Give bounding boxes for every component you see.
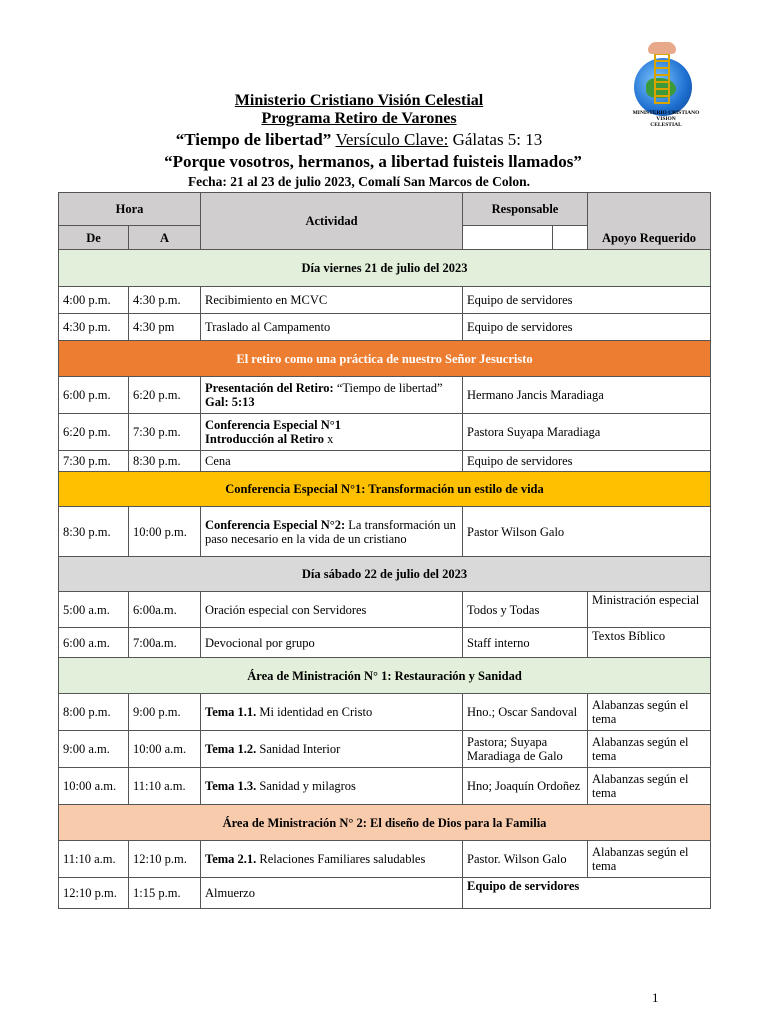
cell-de: 8:00 p.m. [59,694,129,731]
cell-a: 6:20 p.m. [129,377,201,414]
cell-a: 12:10 p.m. [129,841,201,878]
cell-de: 12:10 p.m. [59,878,129,909]
cell-responsable: Pastor Wilson Galo [463,507,711,557]
cell-de: 6:20 p.m. [59,414,129,451]
col-hora: Hora [59,193,201,226]
cell-responsable: Pastora; Suyapa Maradiaga de Galo [463,731,588,768]
hands-icon [648,42,676,54]
verse-line: “Porque vosotros, hermanos, a libertad fuisteis llamados” [164,152,582,171]
cell-apoyo: Alabanzas según el tema [588,694,711,731]
col-responsable: Responsable [463,193,588,226]
cell-responsable: Equipo de servidores [463,314,711,341]
cell-de: 4:30 p.m. [59,314,129,341]
cell-actividad: Tema 1.2. Sanidad Interior [201,731,463,768]
logo-text: MINISTERIO CRISTIANO VISION CELESTIAL [632,110,700,128]
cell-a: 10:00 a.m. [129,731,201,768]
cell-de: 6:00 a.m. [59,628,129,658]
cell-responsable: Hermano Jancis Maradiaga [463,377,711,414]
section-retiro: El retiro como una práctica de nuestro Señor Jesucristo [59,341,711,377]
cell-apoyo: Alabanzas según el tema [588,841,711,878]
section-area1: Área de Ministración N° 1: Restauración y Sanidad [59,658,711,694]
cell-a: 8:30 p.m. [129,451,201,472]
cell-de: 6:00 p.m. [59,377,129,414]
cell-a: 4:30 p.m. [129,287,201,314]
cell-apoyo: Textos Bíblico [588,628,711,658]
cell-responsable: Equipo de servidores [463,878,711,909]
resp-sub1 [463,226,553,250]
cell-responsable: Equipo de servidores [463,451,711,472]
cell-actividad: Tema 1.1. Mi identidad en Cristo [201,694,463,731]
program-title: Programa Retiro de Varones [261,110,457,127]
section-sabado: Día sábado 22 de julio del 2023 [59,557,711,592]
cell-responsable: Equipo de servidores [463,287,711,314]
cell-actividad: Tema 1.3. Sanidad y milagros [201,768,463,805]
cell-de: 7:30 p.m. [59,451,129,472]
cell-actividad: Tema 2.1. Relaciones Familiares saludables [201,841,463,878]
cell-de: 4:00 p.m. [59,287,129,314]
cell-apoyo: Alabanzas según el tema [588,768,711,805]
cell-a: 11:10 a.m. [129,768,201,805]
cell-actividad: Conferencia Especial N°1 Introducción al Retiro x [201,414,463,451]
cell-de: 10:00 a.m. [59,768,129,805]
theme-line: “Tiempo de libertad” Versículo Clave: Gálatas 5: 13 [175,130,543,149]
page-number: 1 [652,990,659,1005]
section-conferencia: Conferencia Especial N°1: Transformación un estilo de vida [59,472,711,507]
cell-apoyo: Ministración especial [588,592,711,628]
date-line: Fecha: 21 al 23 de julio 2023, Comalí San Marcos de Colon. [187,174,531,189]
ministry-title: Ministerio Cristiano Visión Celestial [234,92,484,109]
cell-apoyo: Alabanzas según el tema [588,731,711,768]
cell-actividad: Traslado al Campamento [201,314,463,341]
cell-responsable: Hno.; Oscar Sandoval [463,694,588,731]
cell-responsable: Staff interno [463,628,588,658]
cell-a: 6:00a.m. [129,592,201,628]
col-de: De [59,226,129,250]
cell-a: 1:15 p.m. [129,878,201,909]
resp-sub2 [553,226,588,250]
cell-de: 11:10 a.m. [59,841,129,878]
cell-de: 5:00 a.m. [59,592,129,628]
col-actividad: Actividad [201,193,463,250]
section-viernes: Día viernes 21 de julio del 2023 [59,250,711,287]
col-a: A [129,226,201,250]
cell-responsable: Todos y Todas [463,592,588,628]
cell-responsable: Hno; Joaquín Ordoñez [463,768,588,805]
cell-actividad: Presentación del Retiro: “Tiempo de libertad” Gal: 5:13 [201,377,463,414]
col-apoyo: Apoyo Requerido [588,193,711,250]
cell-a: 9:00 p.m. [129,694,201,731]
cell-a: 10:00 p.m. [129,507,201,557]
cell-de: 9:00 a.m. [59,731,129,768]
cell-a: 4:30 pm [129,314,201,341]
cell-actividad: Almuerzo [201,878,463,909]
section-area2: Área de Ministración N° 2: El diseño de Dios para la Familia [59,805,711,841]
cell-actividad: Recibimiento en MCVC [201,287,463,314]
cell-actividad: Conferencia Especial N°2: La transformación un paso necesario en la vida de un cristiano [201,507,463,557]
cell-a: 7:00a.m. [129,628,201,658]
schedule-table [58,192,711,909]
cell-responsable: Pastor. Wilson Galo [463,841,588,878]
cell-actividad: Devocional por grupo [201,628,463,658]
cell-actividad: Oración especial con Servidores [201,592,463,628]
cell-de: 8:30 p.m. [59,507,129,557]
cell-responsable: Pastora Suyapa Maradiaga [463,414,711,451]
cell-actividad: Cena [201,451,463,472]
cell-a: 7:30 p.m. [129,414,201,451]
